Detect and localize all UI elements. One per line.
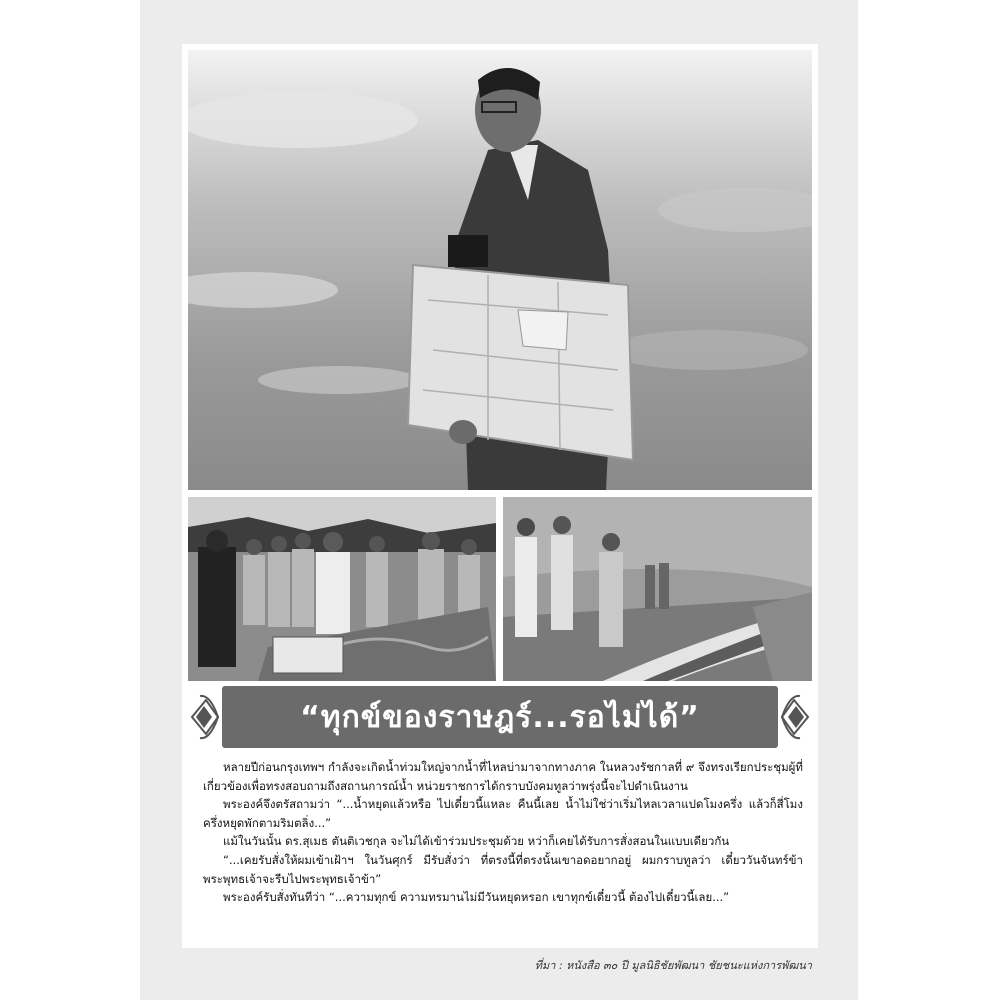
article-body: [203, 758, 803, 907]
article-paragraph: พระองค์รับสั่งทันทีว่า “...ความทุกข์ ความทรมานไม่มีวันหยุดหรอก เขาทุกข์เดี๋ยวนี้ ต้องไปเดี๋ยวนี้เลย...”: [223, 890, 730, 905]
photo-officials-by-canal: [503, 497, 812, 681]
article-paragraph: “...เคยรับสั่งให้ผมเข้าเฝ้าฯ ในวันศุกร์ มีรับสั่งว่า ที่ตรงนี้ที่ตรงนั้นเขาอดอยากอยู่ ผมกราบทูลว่า เดี๋ยววันจันทร์ข้าพระพุทธเจ้าจะรีบไปพระพุทธเจ้าข้า”: [203, 852, 803, 886]
ornament-right-icon: [780, 690, 812, 744]
source-citation: ที่มา : หนังสือ ๓๐ ปี มูลนิธิชัยพัฒนา ชัยชนะแห่งการพัฒนา: [534, 959, 812, 972]
article-title: “ทุกข์ของราษฎร์...รอไม่ได้”: [300, 699, 700, 735]
title-banner: [188, 686, 812, 748]
article-paragraph: แม้ในวันนั้น ดร.สุเมธ ตันติเวชกุล จะไม่ได้เข้าร่วมประชุมด้วย หว่าก็เคยได้รับการสั่งสอนในแบบเดียวกัน: [223, 834, 730, 849]
article-paragraph: พระองค์จึงตรัสถามว่า “...น้ำหยุดแล้วหรือ ไปเดี๋ยวนี้แหละ คืนนี้เลย น้ำไม่ใช่ว่าเริ่มไหลเวลาแปดโมงครึ่ง แล้วก็สี่โมงครึ่งหยุดพักตามริมตลิ่ง...”: [203, 797, 803, 830]
main-photo-man-with-map: [188, 50, 812, 490]
title-banner-box: [222, 686, 778, 748]
photo-group-at-terrain-model: [188, 497, 496, 681]
article-paragraph: หลายปีก่อนกรุงเทพฯ กำลังจะเกิดน้ำท่วมใหญ่จากน้ำที่ไหลบ่ามาจากทางภาค ในหลวงรัชกาลที่ ๙ จึงทรงเรียกประชุมผู้ที่เกี่ยวข้องเพื่อทรงสอบถามถึงสถานการณ์น้ำ หน่วยราชการได้กราบบังคมทูลว่าพรุ่งนี้จะไปดำเนินงาน: [203, 760, 803, 793]
ornament-left-icon: [188, 690, 220, 744]
